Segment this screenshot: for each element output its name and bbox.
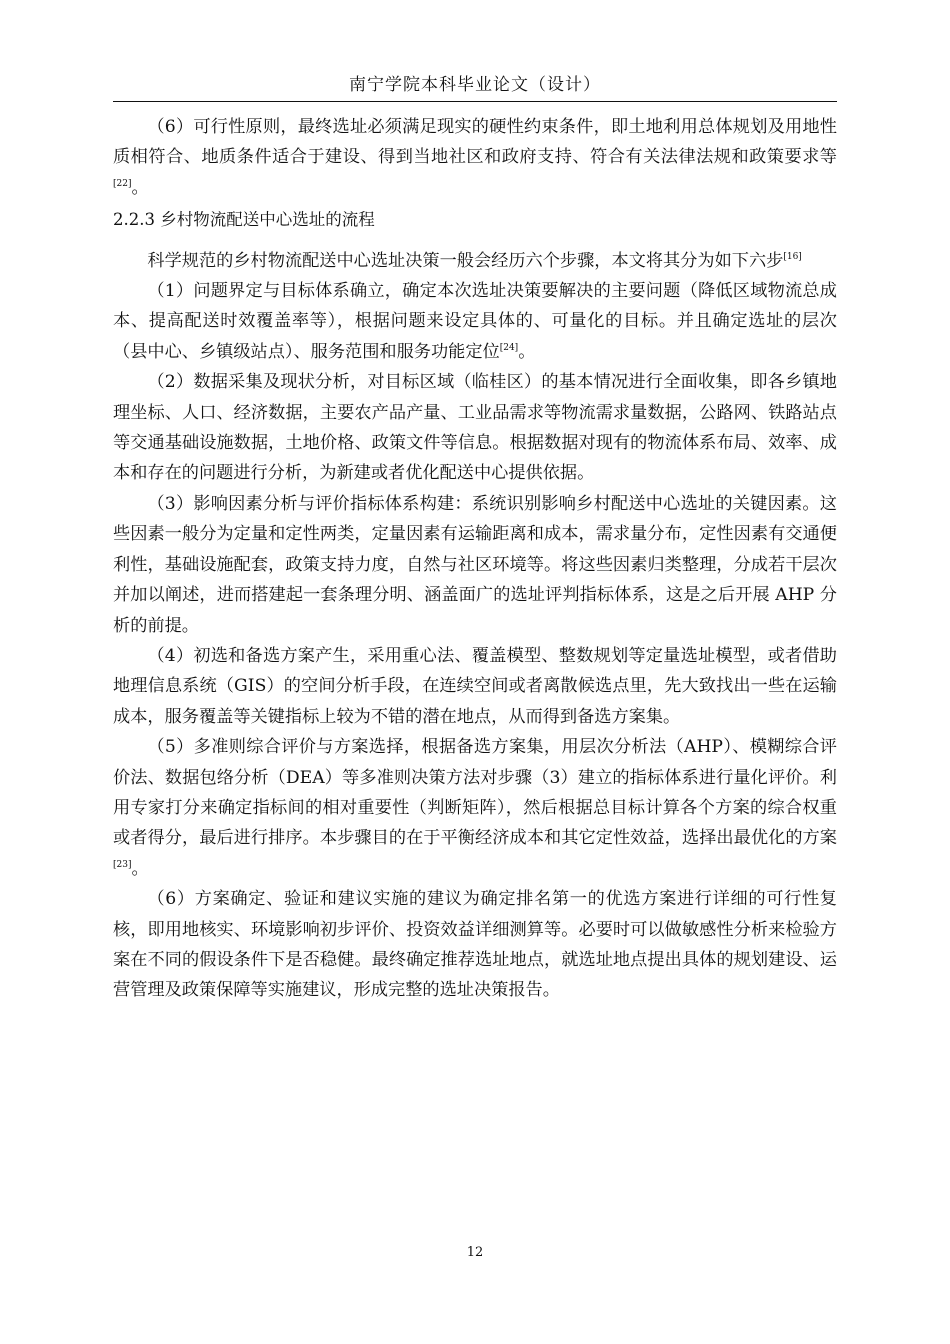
paragraph-step-3: （3）影响因素分析与评价指标体系构建：系统识别影响乡村配送中心选址的关键因素。这些因素一般分为定量和定性两类，定量因素有运输距离和成本，需求量分布，定性因素有交通便利性，基础设施配套，政策支持力度，自然与社区环境等。将这些因素归类整理，分成若干层次并加以阐述，进而搭建起一套条理分明、涵盖面广的选址评判指标体系，这是之后开展 AHP 分析的前提。 — [113, 493, 837, 636]
header-divider — [113, 101, 837, 102]
paragraph-intro: 科学规范的乡村物流配送中心选址决策一般会经历六个步骤，本文将其分为如下六步[16] — [147, 250, 802, 271]
citation-ref: [22] — [113, 178, 132, 189]
page-body — [113, 112, 837, 1006]
paragraph-step-1: （1）问题界定与目标体系确立，确定本次选址决策要解决的主要问题（降低区域物流总成本、提高配送时效覆盖率等），根据问题来设定具体的、可量化的目标。并且确定选址的层次（县中心、乡镇级站点）、服务范围和服务功能定位[24]。 — [113, 281, 837, 362]
page-header: 南宁学院本科毕业论文（设计） — [349, 75, 601, 95]
paragraph-feasibility-principle: （6）可行性原则，最终选址必须满足现实的硬性约束条件，即土地利用总体规划及用地性质相符合、地质条件适合于建设、得到当地社区和政府支持、符合有关法律法规和政策要求等[22]。 — [113, 117, 837, 198]
section-heading: 2.2.3 乡村物流配送中心选址的流程 — [113, 210, 375, 230]
citation-ref: [24] — [499, 342, 519, 353]
paragraph-step-5: （5）多准则综合评价与方案选择，根据备选方案集，用层次分析法（AHP）、模糊综合评价法、数据包络分析（DEA）等多准则决策方法对步骤（3）建立的指标体系进行量化评价。利用专家打分来确定指标间的相对重要性（判断矩阵），然后根据总目标计算各个方案的综合权重或者得分，最后进行排序。本步骤目的在于平衡经济成本和其它定性效益，选择出最优化的方案[23]。 — [113, 737, 837, 879]
page-number: 12 — [466, 1245, 484, 1260]
citation-ref: [23] — [113, 859, 132, 870]
paragraph-step-4: （4）初选和备选方案产生，采用重心法、覆盖模型、整数规划等定量选址模型，或者借助地理信息系统（GIS）的空间分析手段，在连续空间或者离散候选点里，先大致找出一些在运输成本，服务覆盖等关键指标上较为不错的潜在地点，从而得到备选方案集。 — [113, 645, 837, 727]
paragraph-step-2: （2）数据采集及现状分析，对目标区域（临桂区）的基本情况进行全面收集，即各乡镇地理坐标、人口、经济数据，主要农产品产量、工业品需求等物流需求量数据，公路网、铁路站点等交通基础设施数据，土地价格、政策文件等信息。根据数据对现有的物流体系布局、效率、成本和存在的问题进行分析，为新建或者优化配送中心提供依据。 — [113, 372, 837, 484]
paragraph-step-6: （6）方案确定、验证和建议实施的建议为确定排名第一的优选方案进行详细的可行性复核，即用地核实、环境影响初步评价、投资效益详细测算等。必要时可以做敏感性分析来检验方案在不同的假设条件下是否稳健。最终确定推荐选址地点，就选址地点提出具体的规划建设、运营管理及政策保障等实施建议，形成完整的选址决策报告。 — [113, 889, 837, 1001]
citation-ref: [16] — [783, 251, 802, 262]
